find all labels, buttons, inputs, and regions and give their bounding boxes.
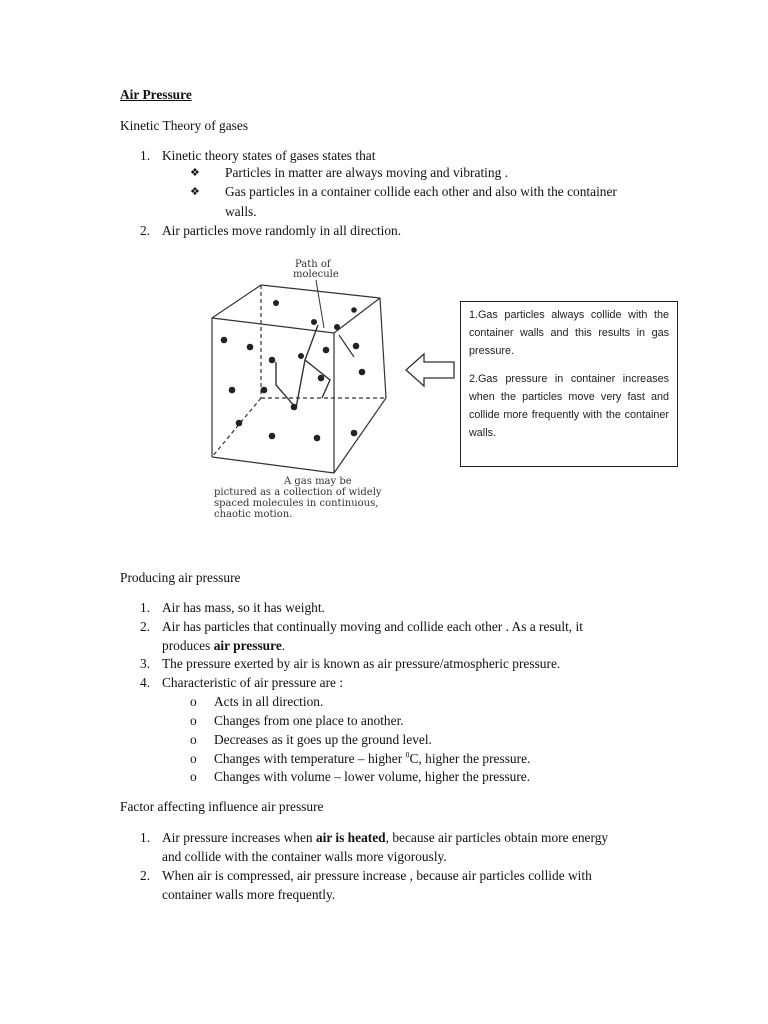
list-item-text: container walls more frequently. [162,887,336,902]
list-item-text: and collide with the container walls more vigorously. [162,849,447,864]
bold-term: air is heated [315,830,386,845]
text-span: Air pressure increases when [162,830,316,845]
list-number: 1. [140,600,151,615]
page-title: Air Pressure [120,87,192,102]
bullet-item-text: Particles in matter are always moving and vibrating . [225,165,508,180]
text-span: . [281,638,286,653]
list-item-text [162,829,608,848]
callout-paragraph: 1.Gas particles always collide with the container walls and this results in gas pressure. [469,309,669,357]
text-span: Changes with temperature – higher [214,751,406,766]
list-item-text: Air particles move randomly in all direction. [162,223,402,238]
list-number: 2. [140,868,151,883]
diamond-bullet-icon: ❖ [190,166,200,179]
characteristic-item: Changes with volume – lower volume, higher the pressure. [214,769,531,784]
characteristic-item: Acts in all direction. [214,694,324,709]
circle-bullet-icon: o [190,713,197,728]
bullet-item-text: Gas particles in a container collide each other and also with the container [225,184,617,199]
list-item-text: Kinetic theory states of gases states that [162,148,376,163]
figure-caption: pictured as a collection of widely [214,487,382,498]
text-span: , because air particles obtain more energy [385,830,609,845]
figure-label: Path of [295,259,331,270]
list-number: 3. [140,656,151,671]
circle-bullet-icon: o [190,694,197,709]
diamond-bullet-icon: ❖ [190,185,200,198]
section-heading-kinetic: Kinetic Theory of gases [120,118,249,133]
list-item-text [162,637,285,656]
bold-term: air pressure [213,638,282,653]
circle-bullet-icon: o [190,769,197,784]
figure-caption: A gas may be [284,476,352,487]
callout-box [460,301,678,467]
characteristic-item: Decreases as it goes up the ground level. [214,732,432,747]
list-item-text: The pressure exerted by air is known as air pressure/atmospheric pressure. [162,656,561,671]
list-number: 4. [140,675,151,690]
list-number: 2. [140,619,151,634]
list-number: 1. [140,148,151,163]
list-number: 2. [140,223,151,238]
characteristic-item: Changes from one place to another. [214,713,404,728]
superscript: 0 [405,750,410,760]
figure-caption: spaced molecules in continuous, [214,498,379,509]
list-item-text: When air is compressed, air pressure increase , because air particles collide with [162,868,592,883]
list-number: 1. [140,830,151,845]
left-arrow-icon [404,351,456,389]
text-span: C, higher the pressure. [409,751,531,766]
bullet-item-text: walls. [225,204,257,219]
list-item-text: Air has mass, so it has weight. [162,600,325,615]
circle-bullet-icon: o [190,732,197,747]
list-item-text: Characteristic of air pressure are : [162,675,344,690]
figure-label: molecule [293,269,339,280]
gas-box-figure [204,250,400,530]
text-span: produces [162,638,214,653]
characteristic-item [214,750,530,769]
figure-caption: chaotic motion. [214,509,293,520]
callout-paragraph: 2.Gas pressure in container increases when the particles move very fast and collide more frequently with the container walls. [469,373,669,439]
section-heading-factor: Factor affecting influence air pressure [120,799,324,814]
section-heading-producing: Producing air pressure [120,570,241,585]
circle-bullet-icon: o [190,751,197,766]
list-item-text: Air has particles that continually moving and collide each other . As a result, it [162,619,583,634]
